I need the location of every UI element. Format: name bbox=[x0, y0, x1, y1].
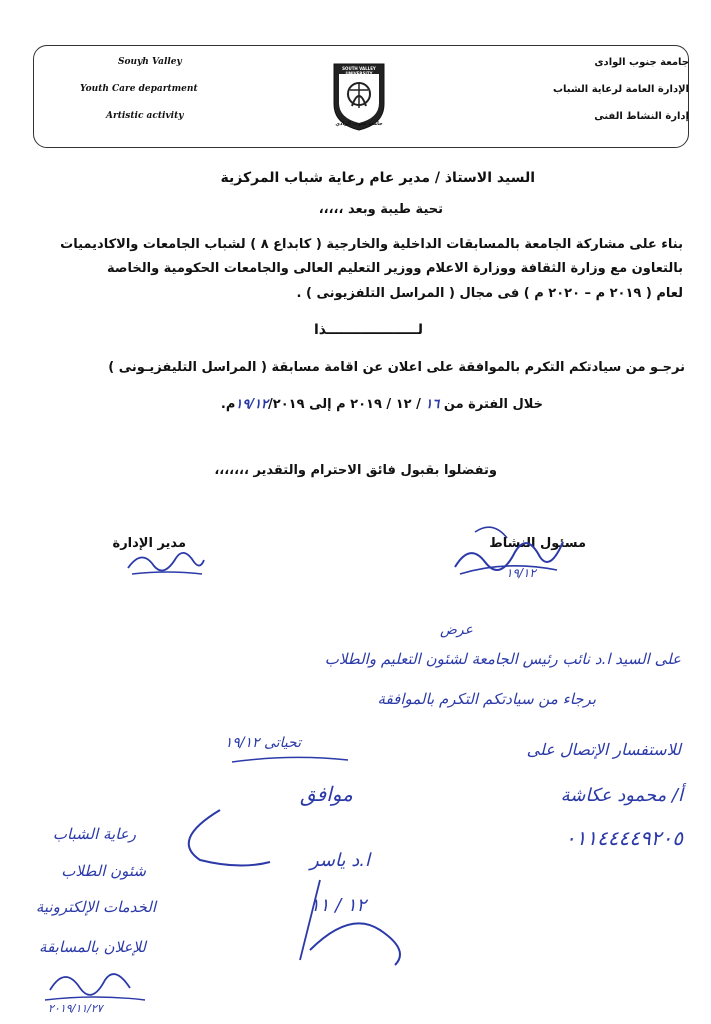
activity-officer-title: مسئول النشاط bbox=[489, 536, 586, 551]
approval-scribbles bbox=[180, 800, 420, 970]
activity-officer-signature bbox=[445, 512, 575, 596]
left-note-line-3: الخدمات الإلكترونية bbox=[35, 898, 156, 916]
approval-date: ١٢ / ١١ bbox=[310, 895, 367, 916]
closing-line: وتفضلوا بقبول فائق الاحترام والتقدير ،،،،،،، bbox=[214, 463, 497, 478]
left-note-line-1: رعاية الشباب bbox=[52, 825, 136, 843]
addressee: السيد الاستاذ / مدير عام رعاية شباب المركزية bbox=[220, 170, 535, 186]
logo-bottom-text: جامعة جنوب الوادي bbox=[335, 121, 383, 127]
handwritten-word-top: عرض bbox=[440, 622, 474, 638]
inquiry-line-1: للاستفسار الإتصال على bbox=[526, 740, 681, 759]
request-line: نرجـو من سيادتكم التكرم بالموافقة على اعلان عن اقامة مسابقة ( المراسل التليفزيـونى ) bbox=[108, 360, 685, 375]
period-from-day: ١٦ bbox=[425, 397, 440, 412]
inquiry-phone: ٠١١٤٤٤٤٩٢٠٥ bbox=[564, 826, 683, 850]
paragraph-line-3: لعام ( ٢٠١٩ م – ٢٠٢٠ م ) فى مجال ( المراسل التلفزيونى ) . bbox=[296, 286, 683, 301]
approval-word: موافق bbox=[300, 782, 353, 806]
handwritten-note-line-3: تحياتى ١٩/١٢ bbox=[224, 735, 301, 751]
handwritten-note-line-2: برجاء من سيادتكم التكرم بالموافقة bbox=[377, 690, 596, 708]
handwritten-underline bbox=[230, 752, 350, 766]
header-ar-department: الإدارة العامة لرعاية الشباب bbox=[552, 84, 689, 95]
greeting: تحية طيبة وبعد ،،،،، bbox=[318, 202, 443, 217]
activity-officer-date: ١٩/١٢ bbox=[506, 566, 536, 580]
header-ar-university: جامعة جنوب الوادى bbox=[594, 57, 689, 68]
approval-signatory: ا.د ياسر bbox=[310, 850, 370, 871]
period-line bbox=[221, 397, 543, 412]
inquiry-line-2: أ/ محمود عكاشة bbox=[560, 785, 683, 806]
period-prefix: خلال الفترة من bbox=[443, 397, 543, 412]
department-manager-title: مدير الإدارة bbox=[112, 536, 186, 551]
header-en-department: Youth Care department bbox=[80, 84, 198, 94]
period-to-rest: /٢٠١٩م. bbox=[220, 397, 305, 412]
department-manager-signature bbox=[122, 540, 207, 584]
ledha-heading: لـــــــــــــــــــذا bbox=[313, 322, 423, 338]
left-note-line-2: شئون الطلاب bbox=[61, 862, 146, 880]
period-from-rest: / ١٢ / ٢٠١٩ م إلى bbox=[309, 397, 421, 412]
left-note-line-4: للإعلان بالمسابقة bbox=[39, 938, 146, 956]
header-ar-activity: إدارة النشاط الفنى bbox=[594, 111, 689, 122]
handwritten-note-line-1: على السيد ا.د نائب رئيس الجامعة لشئون التعليم والطلاب bbox=[324, 650, 681, 668]
paragraph-line-1: بناء على مشاركة الجامعة بالمسابقات الداخلية والخارجية ( كابداع ٨ ) لشباب الجامعات والاكاديميات bbox=[60, 237, 683, 252]
header-en-activity: Artistic activity bbox=[106, 111, 184, 121]
period-to-hand: ١٩/١٢ bbox=[235, 397, 269, 412]
header-en-university: Souyh Valley bbox=[118, 57, 182, 67]
left-note-date: ٢٠١٩/١١/٢٧ bbox=[48, 1002, 103, 1015]
logo-top-text: SOUTH VALLEY UNIVERSITY bbox=[342, 66, 376, 76]
paragraph-line-2: بالتعاون مع وزارة الثقافة ووزارة الاعلام ووزير التعليم العالى والجامعات الحكومية والخاصة bbox=[107, 261, 683, 276]
